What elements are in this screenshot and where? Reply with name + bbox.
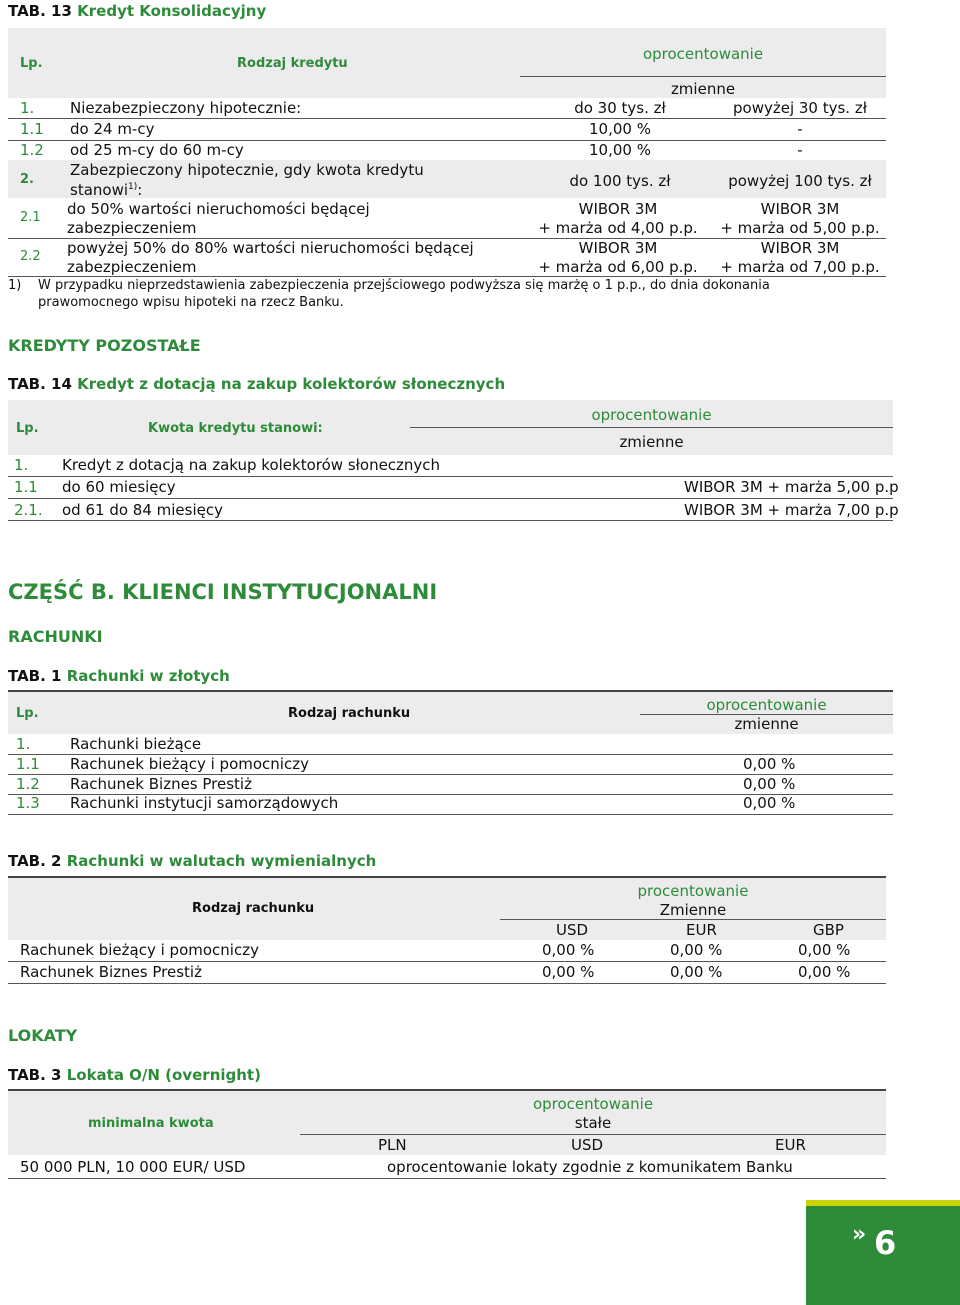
tab2-prefix: TAB. 2 [8,852,62,870]
tab14-row3-val: WIBOR 3M + marża 7,00 p.p [684,501,899,519]
tab13-row4-name2: stanowi$^{1)}$: [70,181,143,199]
tab13-row3-name: od 25 m-cy do 60 m-cy [70,141,244,159]
tab2-row2-name: Rachunek Biznes Prestiż [20,963,202,981]
tab13-row6-name2: zabezpieczeniem [67,258,197,276]
divider [500,919,886,920]
tab14-col-variable: zmienne [619,433,684,451]
tab1-row4-val: 0,00 % [743,794,796,812]
tab1-col-rate: oprocentowanie [706,696,827,714]
divider [8,476,893,477]
tab2-title [8,852,376,870]
tab13-col-type: Rodzaj kredytu [237,56,348,71]
divider [8,983,886,984]
tab14-row2-name: do 60 miesięcy [62,478,176,496]
tab3-row-rate: oprocentowanie lokaty zgodnie z komunikatem Banku [387,1158,793,1176]
tab2-cur-gbp: GBP [813,921,844,939]
tab13-row2-lp: 1.1 [20,120,44,138]
tab13-row6-a1: WIBOR 3M [578,239,658,257]
tab13-row5-name1: do 50% wartości nieruchomości będącej [67,200,370,218]
divider [8,961,886,962]
tab3-cur-pln: PLN [378,1136,407,1154]
page-number: 6 [874,1224,897,1262]
tab2-row2-eur: 0,00 % [670,963,723,981]
divider [8,814,893,815]
tab2-cur-eur: EUR [686,921,717,939]
section-deposits: LOKATY [8,1026,78,1045]
tab14-col-amount: Kwota kredytu stanowi: [148,421,323,436]
tab1-row3-lp: 1.2 [16,775,40,793]
tab2-col-rate: procentowanie [637,882,749,900]
tab13-row2-a: 10,00 % [589,120,651,138]
tab14-row2-val: WIBOR 3M + marża 5,00 p.p [684,478,899,496]
tab13-row1-a: do 30 tys. zł [574,99,666,117]
divider [300,1134,886,1135]
tab13-col-variable: zmienne [670,80,736,98]
tab14-row1-lp: 1. [14,456,29,474]
tab2-col-variable: Zmienne [659,901,727,919]
tab14-row2-lp: 1.1 [14,478,38,496]
page-badge-accent [806,1200,960,1206]
tab14-prefix: TAB. 14 [8,375,72,393]
tab2-row1-eur: 0,00 % [670,941,723,959]
tab1-row4-lp: 1.3 [16,794,40,812]
divider [520,76,886,77]
tab1-row4-name: Rachunki instytucji samorządowych [70,794,339,812]
tab13-row5-a1: WIBOR 3M [578,200,658,218]
tab14-row3-lp: 2.1. [14,501,43,519]
tab1-row2-lp: 1.1 [16,755,40,773]
tab3-prefix: TAB. 3 [8,1066,62,1084]
tab1-title [8,667,230,685]
tab1-col-variable: zmienne [734,715,799,733]
tab14-title [8,375,505,393]
divider [8,498,893,499]
tab2-row1-gbp: 0,00 % [798,941,851,959]
tab1-prefix: TAB. 1 [8,667,62,685]
tab13-row2-name: do 24 m-cy [70,120,155,138]
tab13-row6-name1: powyżej 50% do 80% wartości nieruchomości będącej [67,239,474,257]
tab13-row5-b2: + marża od 5,00 p.p. [720,219,880,237]
tab13-row1-lp: 1. [20,99,35,117]
tab3-col-fixed: stałe [574,1114,612,1132]
tab13-row1-b: powyżej 30 tys. zł [733,99,867,117]
tab2-row1-name: Rachunek bieżący i pomocniczy [20,941,259,959]
tab13-row6-b1: WIBOR 3M [760,239,840,257]
tab13-row1-name: Niezabezpieczony hipotecznie: [70,99,302,117]
divider [8,276,886,277]
tab13-row4-name1: Zabezpieczony hipotecznie, gdy kwota kredytu [70,161,424,179]
footnote-line1: W przypadku nieprzedstawienia zabezpieczenia przejściowego podwyższa się marżę o 1 p.p., do dnia dokonania [38,278,770,293]
tab13-row5-lp: 2.1 [20,210,41,225]
tab1-row2-val: 0,00 % [743,755,796,773]
tab3-title [8,1066,261,1084]
tab14-name: Kredyt z dotacją na zakup kolektorów słonecznych [77,375,506,393]
tab13-row6-lp: 2.2 [20,249,41,264]
tab14-col-rate: oprocentowanie [591,406,712,424]
tab13-row5-name2: zabezpieczeniem [67,219,197,237]
tab13-row3-lp: 1.2 [20,141,44,159]
footnote-num: 1) [8,278,22,293]
tab14-col-lp: Lp. [16,421,39,436]
tab1-name: Rachunki w złotych [66,667,230,685]
tab2-row2-usd: 0,00 % [542,963,595,981]
divider [410,427,893,428]
section-accounts: RACHUNKI [8,627,103,646]
tab2-name: Rachunki w walutach wymienialnych [66,852,377,870]
tab13-prefix: TAB. 13 [8,2,72,20]
tab13-title [8,2,266,20]
tab14-row1-name: Kredyt z dotacją na zakup kolektorów słonecznych [62,456,441,474]
tab1-row3-name: Rachunek Biznes Prestiż [70,775,252,793]
tab13-row4-b: powyżej 100 tys. zł [728,172,872,190]
tab3-col-rate: oprocentowanie [532,1095,654,1113]
tab1-col-type: Rodzaj rachunku [288,706,411,721]
tab13-row6-b2: + marża od 7,00 p.p. [720,258,880,276]
tab3-cur-usd: USD [571,1136,604,1154]
tab13-row5-b1: WIBOR 3M [760,200,840,218]
tab1-col-lp: Lp. [16,706,39,721]
tab13-row2-b: - [797,120,803,138]
tab13-row4-lp: 2. [20,172,34,187]
tab13-row5-a2: + marża od 4,00 p.p. [538,219,698,237]
tab1-row1-name: Rachunki bieżące [70,735,202,753]
tab3-row-amount: 50 000 PLN, 10 000 EUR/ USD [20,1158,246,1176]
chevron-right-icon: » [852,1222,867,1247]
tab13-col-lp: Lp. [20,56,43,71]
divider [8,1178,886,1179]
tab13-row3-a: 10,00 % [589,141,651,159]
section-other-credits: KREDYTY POZOSTAŁE [8,336,201,355]
divider [8,118,886,119]
tab13-col-rate: oprocentowanie [642,45,764,63]
tab13-row4-a: do 100 tys. zł [569,172,671,190]
part-b-heading: CZĘŚĆ B. KLIENCI INSTYTUCJONALNI [8,580,438,604]
tab2-cur-usd: USD [556,921,589,939]
tab1-row2-name: Rachunek bieżący i pomocniczy [70,755,309,773]
tab2-row2-gbp: 0,00 % [798,963,851,981]
tab1-row3-val: 0,00 % [743,775,796,793]
tab13-row3-b: - [797,141,803,159]
tab13-row6-a2: + marża od 6,00 p.p. [538,258,698,276]
tab2-col-type: Rodzaj rachunku [192,901,315,916]
tab3-name: Lokata O/N (overnight) [66,1066,261,1084]
tab13-name: Kredyt Konsolidacyjny [77,2,267,20]
tab2-row1-usd: 0,00 % [542,941,595,959]
tab3-col-min: minimalna kwota [88,1116,214,1131]
tab14-row3-name: od 61 do 84 miesięcy [62,501,223,519]
tab3-cur-eur: EUR [775,1136,806,1154]
tab1-row1-lp: 1. [16,735,31,753]
footnote-line2: prawomocnego wpisu hipoteki na rzecz Banku. [38,295,344,310]
divider [8,520,893,521]
